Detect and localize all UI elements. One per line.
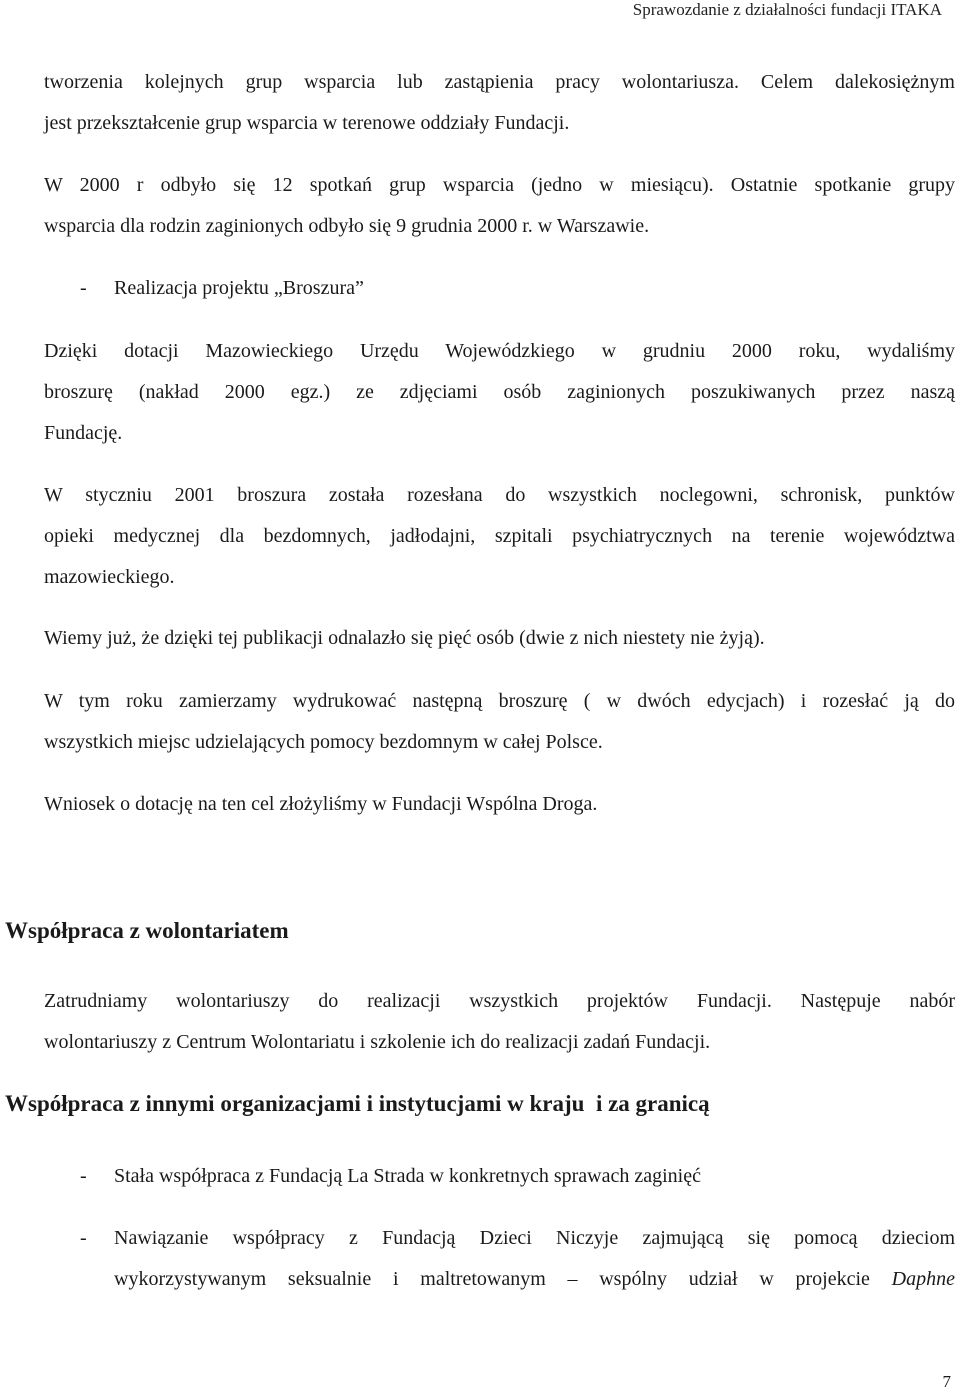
- text-line: W tym roku zamierzamy wydrukować następną broszurę ( w dwóch edycjach) i rozesłać ją do: [44, 690, 955, 712]
- text-line: opieki medycznej dla bezdomnych, jadłodajni, szpitali psychiatrycznych na terenie województwa: [44, 525, 955, 547]
- list-item-text: Realizacja projektu „Broszura”: [114, 277, 364, 299]
- text-line: mazowieckiego.: [44, 566, 175, 588]
- list-dash: -: [80, 277, 87, 299]
- project-name-italic: Daphne: [891, 1268, 955, 1290]
- text-segment: wykorzystywanym seksualnie i maltretowanym – wspólny udział w projekcie: [114, 1268, 870, 1290]
- text-line: W 2000 r odbyło się 12 spotkań grup wsparcia (jedno w miesiącu). Ostatnie spotkanie grupy: [44, 174, 955, 196]
- text-line: wsparcia dla rodzin zaginionych odbyło się 9 grudnia 2000 r. w Warszawie.: [44, 215, 650, 237]
- paragraph-support-groups-goal: [44, 62, 955, 144]
- text-line: wszystkich miejsc udzielających pomocy bezdomnym w całej Polsce.: [44, 731, 603, 753]
- paragraph-grant-application: [44, 784, 955, 825]
- list-dash: -: [80, 1227, 87, 1249]
- text-line: jest przekształcenie grup wsparcia w terenowe oddziały Fundacji.: [44, 112, 570, 134]
- page-number: 7: [942, 1372, 951, 1391]
- paragraph-brochure-funding: [44, 331, 955, 454]
- text-line: tworzenia kolejnych grup wsparcia lub zastąpienia pracy wolontariusza. Celem dalekosiężnym: [44, 71, 955, 93]
- list-item-text: [114, 1218, 955, 1300]
- list-dash: -: [80, 1165, 87, 1187]
- text-line: Nawiązanie współpracy z Fundacją Dzieci Niczyje zajmującą się pomocą dzieciom: [114, 1227, 955, 1249]
- text-line: W styczniu 2001 broszura została rozesłana do wszystkich noclegowni, schronisk, punktów: [44, 484, 955, 506]
- text-line: Zatrudniamy wolontariuszy do realizacji wszystkich projektów Fundacji. Następuje nabór: [44, 990, 955, 1012]
- text-line: Dzięki dotacji Mazowieckiego Urzędu Wojewódzkiego w grudniu 2000 roku, wydaliśmy: [44, 340, 955, 362]
- list-item-text: Stała współpraca z Fundacją La Strada w konkretnych sprawach zaginięć: [114, 1165, 701, 1187]
- paragraph-brochure-distribution: [44, 475, 955, 598]
- section-heading-volunteers: Współpraca z wolontariatem: [5, 918, 289, 943]
- list-item-dzieci-niczyje: [0, 1218, 960, 1300]
- text-line: [114, 1259, 955, 1300]
- paragraph-meetings-2000: [44, 165, 955, 247]
- text-line: wolontariuszy z Centrum Wolontariatu i szkolenie ich do realizacji zadań Fundacji.: [44, 1031, 711, 1053]
- running-header: Sprawozdanie z działalności fundacji ITAKA: [632, 0, 942, 19]
- text-line: Wniosek o dotację na ten cel złożyliśmy w Fundacji Wspólna Droga.: [44, 793, 598, 815]
- text-line: Fundację.: [44, 422, 123, 444]
- list-item-brochure-project: [0, 268, 960, 309]
- paragraph-volunteers: [44, 981, 955, 1063]
- text-line: Wiemy już, że dzięki tej publikacji odnalazło się pięć osób (dwie z nich niestety nie żyją).: [44, 627, 765, 649]
- list-item-la-strada: [0, 1156, 960, 1197]
- paragraph-plans: [44, 681, 955, 763]
- section-heading-cooperation: Współpraca z innymi organizacjami i instytucjami w kraju i za granicą: [5, 1091, 710, 1116]
- paragraph-results: [44, 618, 955, 659]
- text-line: broszurę (nakład 2000 egz.) ze zdjęciami osób zaginionych poszukiwanych przez naszą: [44, 381, 955, 403]
